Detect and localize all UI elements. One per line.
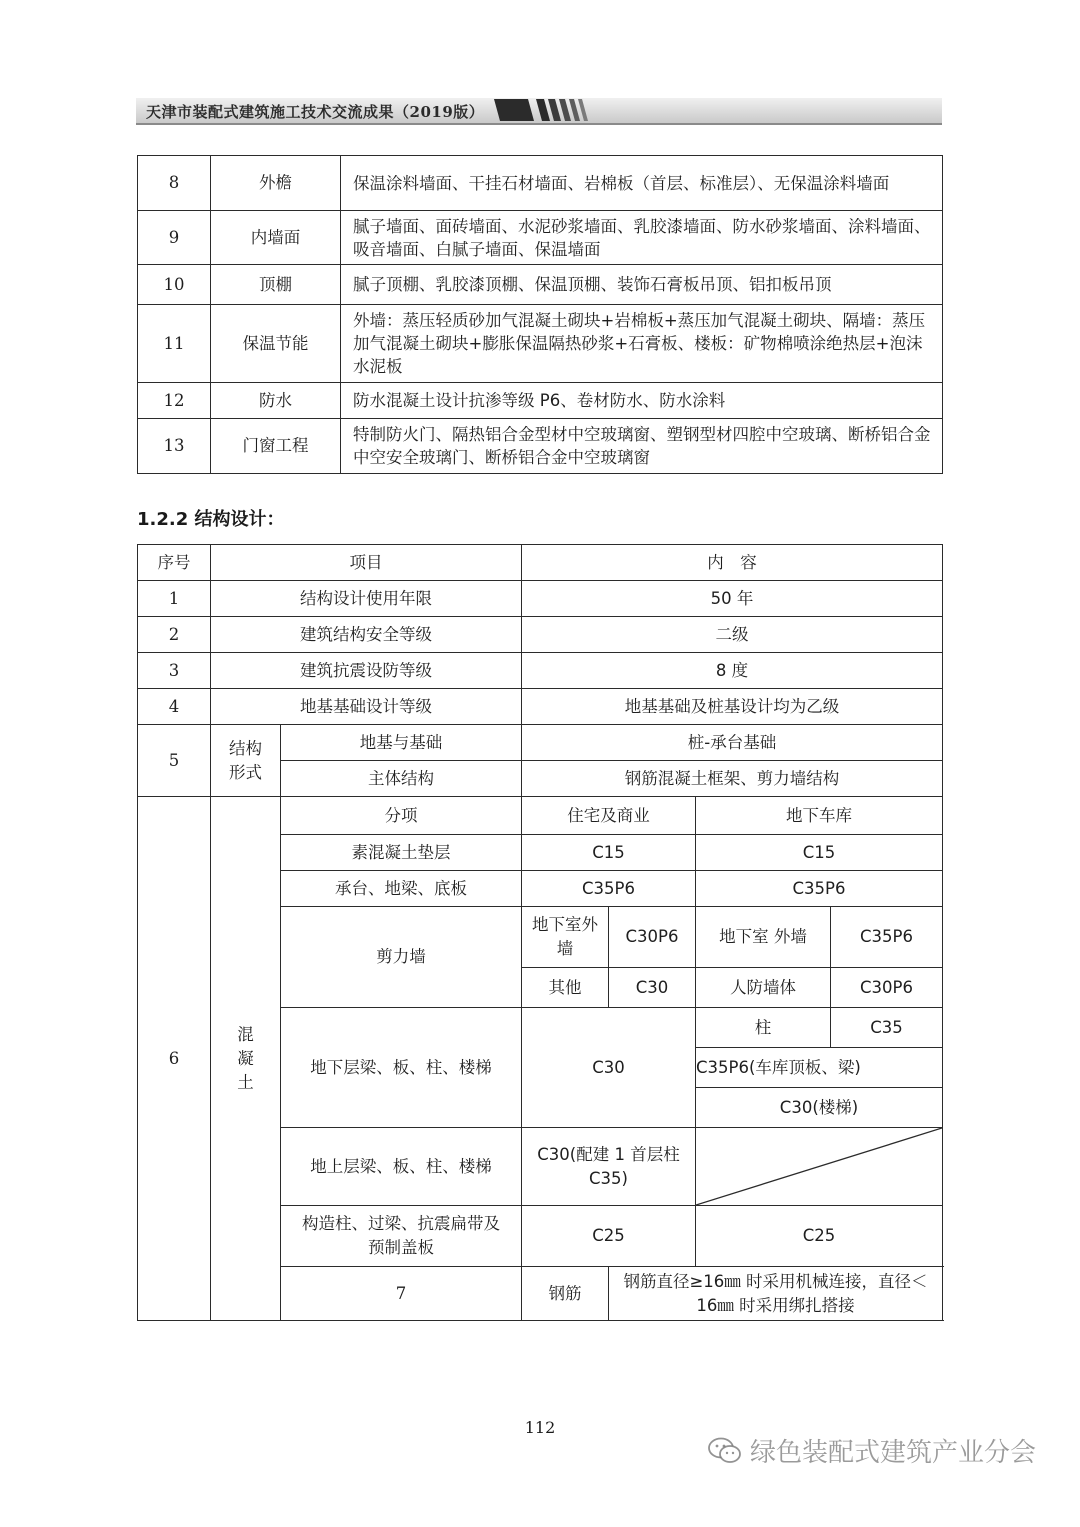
structure-form-label-line1: 结构 [229,738,262,758]
shear-wall-garage-label: 人防墙体 [696,968,831,1008]
row-content: 腻子顶棚、乳胶漆顶棚、保温顶棚、装饰石膏板吊顶、铝扣板吊顶 [341,265,943,305]
row-number: 11 [138,305,211,383]
row-content: 腻子墙面、面砖墙面、水泥砂浆墙面、乳胶漆墙面、防水砂浆墙面、涂料墙面、吸音墙面、白腻子墙面、保温墙面 [341,211,943,265]
row-content: 钢筋直径≥16㎜ 时采用机械连接，直径＜16㎜ 时采用绑扎搭接 [609,1267,943,1321]
row-number: 3 [138,653,211,689]
row-number: 2 [138,617,211,653]
row-item: 剪力墙 [281,907,522,1008]
row-item: 地基基础设计等级 [211,689,522,725]
wechat-icon [708,1437,742,1465]
shear-wall-residential-label-line2: 墙 [556,939,574,958]
header-item: 项目 [211,545,522,581]
shear-wall-residential-value: C30P6 [609,907,696,968]
garage-value: C35P6 [696,871,943,907]
header-content: 内 容 [522,545,943,581]
shear-wall-garage-label: 地下室 外墙 [696,907,831,968]
residential-value [522,1128,696,1206]
table-row [138,383,943,419]
garage-column-value: C35 [831,1008,943,1048]
row-number: 5 [138,725,211,797]
row-item: 钢筋 [522,1267,609,1321]
shear-wall-residential-label [522,907,609,968]
row-number: 7 [281,1267,522,1321]
row-item: 建筑抗震设防等级 [211,653,522,689]
row-content: 钢筋混凝土框架、剪力墙结构 [522,761,943,797]
row-number: 10 [138,265,211,305]
shear-wall-garage-value: C35P6 [831,907,943,968]
not-applicable-cell [696,1128,943,1206]
shear-wall-residential-value: C30 [609,968,696,1008]
table-row [138,419,943,474]
residential-value: C35P6 [522,871,696,907]
garage-value: C25 [696,1206,943,1267]
table-row [138,689,943,725]
concrete-label-char: 土 [237,1072,254,1092]
watermark-text: 绿色装配式建筑产业分会 [750,1438,1037,1468]
row-content: 特制防火门、隔热铝合金型材中空玻璃窗、塑钢型材四腔中空玻璃、断桥铝合金中空安全玻璃门、断桥铝合金中空玻璃窗 [341,419,943,474]
table-row [138,211,943,265]
shear-wall-residential-label-line1: 地下室外 [532,915,598,934]
table-row [138,797,943,835]
row-content: 二级 [522,617,943,653]
row-content: 防水混凝土设计抗渗等级 P6、卷材防水、防水涂料 [341,383,943,419]
row-item [281,1206,522,1267]
residential-value: C30 [522,1008,696,1128]
structure-form-label-line2: 形式 [229,762,262,782]
row-item: 地上层梁、板、柱、楼梯 [281,1128,522,1206]
row-item-line1: 构造柱、过梁、抗震扁带及 [302,1214,500,1233]
row-content: 桩-承台基础 [522,725,943,761]
concrete-label-char: 凝 [237,1048,254,1068]
row-content: 外墙：蒸压轻质砂加气混凝土砌块+岩棉板+蒸压加气混凝土砌块、隔墙：蒸压加气混凝土砌块+膨胀保温隔热砂浆+石膏板、楼板：矿物棉喷涂绝热层+泡沫水泥板 [341,305,943,383]
header-stripes-decoration [494,99,594,123]
row-item: 地下层梁、板、柱、楼梯 [281,1008,522,1128]
row-number: 1 [138,581,211,617]
residential-value-line1: C30(配建 1 首层柱 [537,1144,680,1164]
table-row [138,653,943,689]
row-item: 结构设计使用年限 [211,581,522,617]
row-content: 地基基础及桩基设计均为乙级 [522,689,943,725]
concrete-label [211,797,281,1321]
shear-wall-garage-value: C30P6 [831,968,943,1008]
concrete-label-char: 混 [237,1024,254,1044]
residential-value-line2: C35) [589,1168,628,1188]
table-header-row [138,545,943,581]
row-item: 外檐 [211,156,341,211]
header-title: 天津市装配式建筑施工技术交流成果（2019版） [146,103,485,121]
subheader-garage: 地下车库 [696,797,943,835]
diagonal-slash [696,1128,942,1205]
finish-table [137,155,943,474]
table-row [138,581,943,617]
row-item: 内墙面 [211,211,341,265]
row-item: 门窗工程 [211,419,341,474]
row-item: 主体结构 [281,761,522,797]
table-row [138,156,943,211]
garage-value: C15 [696,835,943,871]
row-item: 防水 [211,383,341,419]
row-number: 12 [138,383,211,419]
row-item: 承台、地梁、底板 [281,871,522,907]
section-heading: 1.2.2 结构设计： [137,509,285,530]
garage-stair-value: C30(楼梯) [696,1088,943,1128]
row-content: 保温涂料墙面、干挂石材墙面、岩棉板（首层、标准层）、无保温涂料墙面 [341,156,943,211]
row-content: 8 度 [522,653,943,689]
structure-design-table [137,544,943,1321]
subheader-item: 分项 [281,797,522,835]
table-row [138,265,943,305]
page-number: 112 [524,1418,556,1437]
table-row [138,305,943,383]
row-number: 4 [138,689,211,725]
garage-column-label: 柱 [696,1008,831,1048]
row-number: 9 [138,211,211,265]
row-item: 素混凝土垫层 [281,835,522,871]
garage-roof-value: C35P6(车库顶板、梁) [696,1048,943,1088]
header-no: 序号 [138,545,211,581]
residential-value: C25 [522,1206,696,1267]
subheader-residential: 住宅及商业 [522,797,696,835]
table-row [138,617,943,653]
row-item: 建筑结构安全等级 [211,617,522,653]
watermark [708,1432,1036,1469]
shear-wall-residential-label: 其他 [522,968,609,1008]
row-item: 地基与基础 [281,725,522,761]
residential-value: C15 [522,835,696,871]
table-row [138,725,943,761]
header-rule [136,123,942,125]
row-number: 8 [138,156,211,211]
row-item: 顶棚 [211,265,341,305]
row-content: 50 年 [522,581,943,617]
structure-form-label [211,725,281,797]
row-item: 保温节能 [211,305,341,383]
row-item-line2: 预制盖板 [368,1238,434,1257]
row-number: 13 [138,419,211,474]
row-number: 6 [138,797,211,1321]
